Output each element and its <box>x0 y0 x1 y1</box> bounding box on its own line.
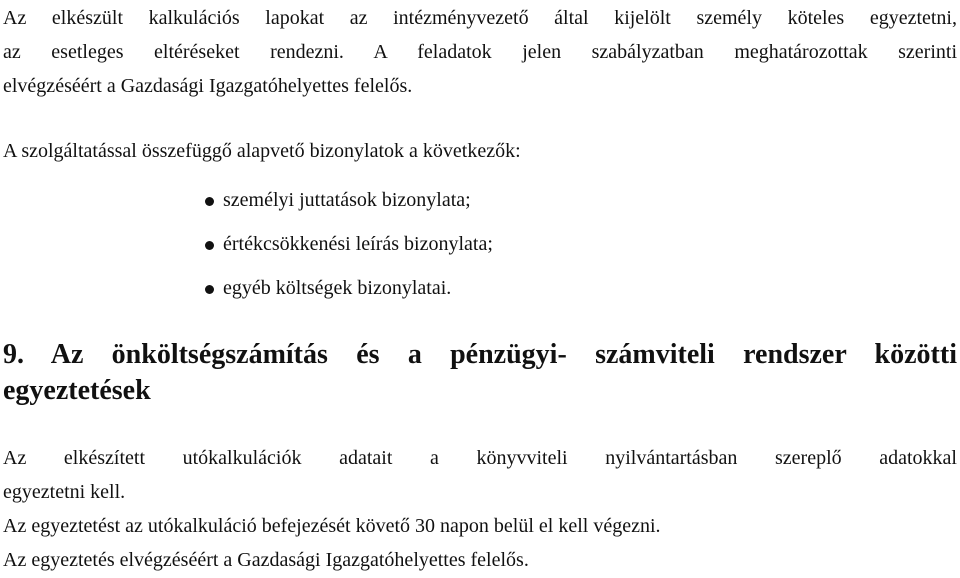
list-item-text: egyéb költségek bizonylatai. <box>223 277 452 299</box>
heading-line: egyeztetések <box>3 375 151 406</box>
list-item <box>205 178 493 222</box>
paragraph-line: Az elkészített utókalkulációk adatait a könyvviteli nyilvántartásban szereplő adatokkal <box>3 447 957 469</box>
heading-line: 9. Az önköltségszámítás és a pénzügyi- számviteli rendszer közötti <box>3 339 957 370</box>
section-heading <box>3 337 957 409</box>
paragraph-responsibility: Az egyeztetés elvégzéséért a Gazdasági Igazgatóhelyettes felelős. <box>3 549 529 571</box>
bullet-icon <box>205 241 214 250</box>
paragraph-line: elvégzéséért a Gazdasági Igazgatóhelyettes felelős. <box>3 75 413 97</box>
bullet-icon <box>205 197 214 206</box>
paragraph-documents-intro: A szolgáltatással összefüggő alapvető bizonylatok a következők: <box>3 140 521 162</box>
list-item-text: személyi juttatások bizonylata; <box>223 189 471 211</box>
paragraph-reconcile-data <box>3 441 957 509</box>
list-item <box>205 266 493 310</box>
documents-bullet-list <box>205 178 493 310</box>
paragraph-line: Az elkészült kalkulációs lapokat az intézményvezető által kijelölt személy köteles egyeztetni, <box>3 7 957 29</box>
paragraph-reconciliation-duty <box>3 1 957 103</box>
paragraph-line: az esetleges eltéréseket rendezni. A feladatok jelen szabályzatban meghatározottak szerinti <box>3 41 957 63</box>
list-item-text: értékcsökkenési leírás bizonylata; <box>223 233 493 255</box>
paragraph-deadline: Az egyeztetést az utókalkuláció befejezését követő 30 napon belül el kell végezni. <box>3 515 661 537</box>
paragraph-line: egyeztetni kell. <box>3 481 126 503</box>
bullet-icon <box>205 285 214 294</box>
list-item <box>205 222 493 266</box>
